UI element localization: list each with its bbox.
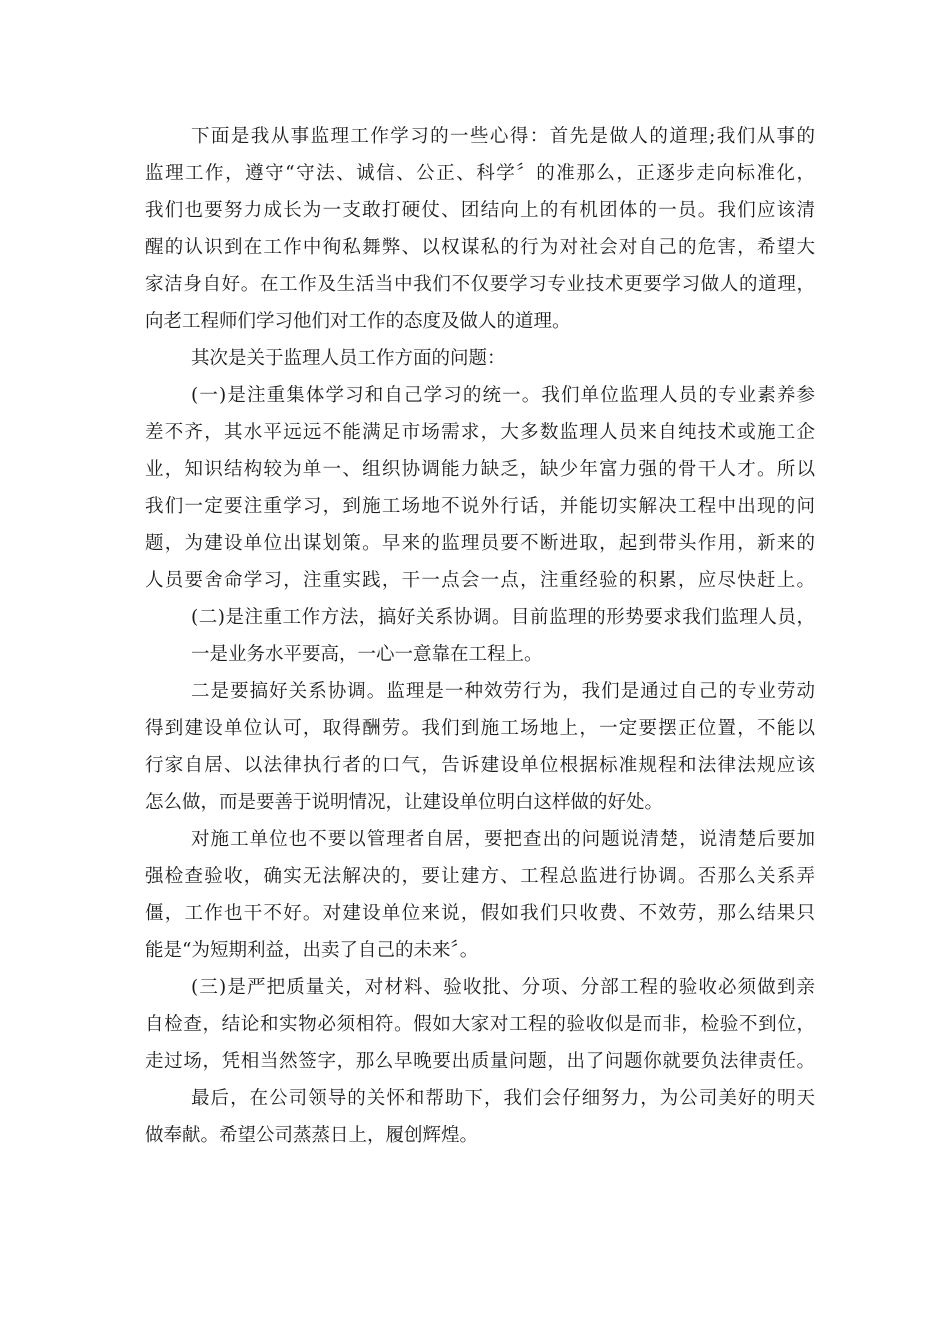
text-line: 下面是我从事监理工作学习的一些心得：首先是做人的道理;我们从事的 (191, 126, 815, 147)
text-line: 二是要搞好关系协调。监理是一种效劳行为，我们是通过自己的专业劳动 (191, 681, 815, 702)
text-line: 监理工作，遵守“守法、诚信、公正、科学〞的准那么，正逐步走向标准化， (145, 163, 815, 184)
text-line: 最后，在公司领导的关怀和帮助下，我们会仔细努力，为公司美好的明天 (191, 1088, 815, 1109)
text-line: 人员要舍命学习，注重实践，干一点会一点，注重经验的积累，应尽快赶上。 (145, 570, 815, 591)
text-line: 能是“为短期利益，出卖了自己的未来〞。 (145, 940, 479, 961)
text-line: 怎么做，而是要善于说明情况，让建设单位明白这样做的好处。 (145, 792, 664, 813)
text-line: 差不齐，其水平远远不能满足市场需求，大多数监理人员来自纯技术或施工企 (145, 422, 815, 443)
text-line: 僵，工作也干不好。对建设单位来说，假如我们只收费、不效劳，那么结果只 (145, 903, 815, 924)
text-line: 自检查，结论和实物必须相符。假如大家对工程的验收似是而非，检验不到位， (145, 1014, 815, 1035)
text-line: 其次是关于监理人员工作方面的问题： (191, 348, 506, 369)
text-line: (三)是严把质量关，对材料、验收批、分项、分部工程的验收必须做到亲 (191, 977, 815, 998)
text-line: 家洁身自好。在工作及生活当中我们不仅要学习专业技术更要学习做人的道理， (145, 274, 815, 295)
document-body (145, 118, 815, 1154)
text-line: 一是业务水平要高，一心一意靠在工程上。 (191, 644, 543, 665)
text-line: 得到建设单位认可，取得酬劳。我们到施工场地上，一定要摆正位置，不能以 (145, 718, 815, 739)
text-line: (二)是注重工作方法，搞好关系协调。目前监理的形势要求我们监理人员， (191, 607, 815, 628)
text-line: 题，为建设单位出谋划策。早来的监理员要不断进取，起到带头作用，新来的 (145, 533, 815, 554)
text-line: 向老工程师们学习他们对工作的态度及做人的道理。 (145, 311, 571, 332)
text-line: 醒的认识到在工作中徇私舞弊、以权谋私的行为对社会对自己的危害，希望大 (145, 237, 815, 258)
text-line: 强检查验收，确实无法解决的，要让建方、工程总监进行协调。否那么关系弄 (145, 866, 815, 887)
text-line: 做奉献。希望公司蒸蒸日上，履创辉煌。 (145, 1125, 479, 1146)
text-line: 走过场，凭相当然签字，那么早晚要出质量问题，出了问题你就要负法律责任。 (145, 1051, 815, 1072)
text-line: (一)是注重集体学习和自己学习的统一。我们单位监理人员的专业素养参 (191, 385, 815, 406)
text-line: 对施工单位也不要以管理者自居，要把查出的问题说清楚，说清楚后要加 (191, 829, 815, 850)
text-line: 我们也要努力成长为一支敢打硬仗、团结向上的有机团体的一员。我们应该清 (145, 200, 815, 221)
text-line: 行家自居、以法律执行者的口气，告诉建设单位根据标准规程和法律法规应该 (145, 755, 815, 776)
text-line: 我们一定要注重学习，到施工场地不说外行话，并能切实解决工程中出现的问 (145, 496, 815, 517)
text-line: 业，知识结构较为单一、组织协调能力缺乏，缺少年富力强的骨干人才。所以 (145, 459, 815, 480)
